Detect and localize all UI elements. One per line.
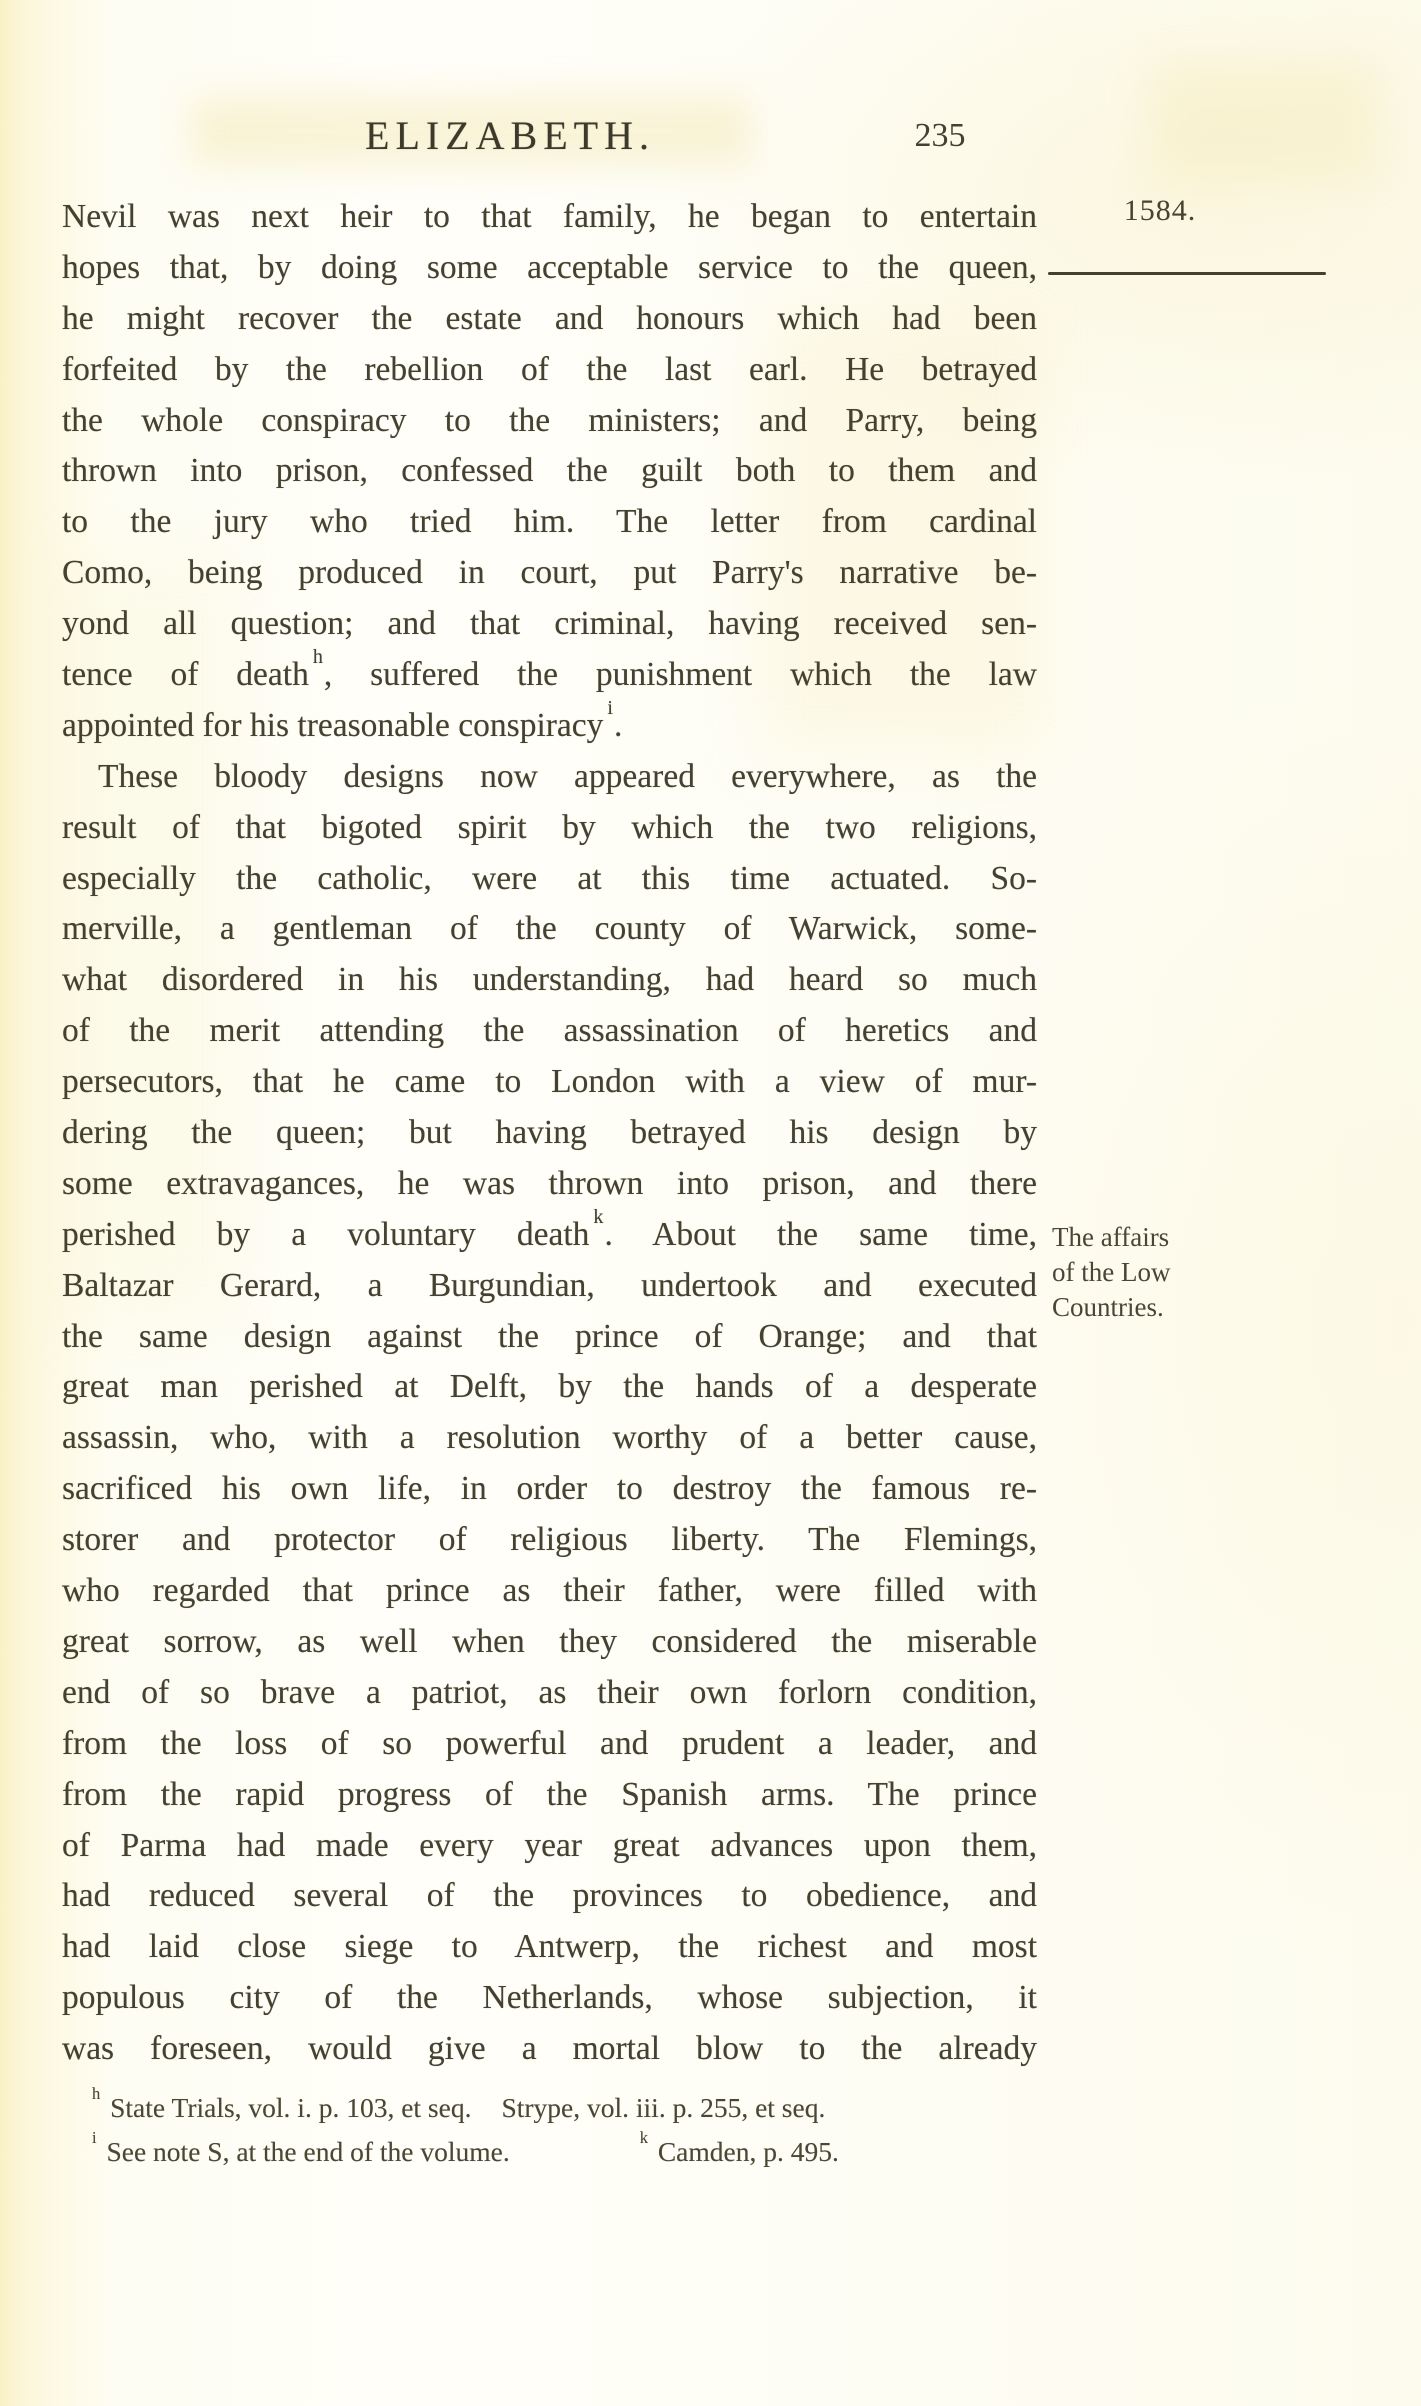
text-line: of Parma had made every year great advances upon them,	[62, 1826, 1037, 1864]
text-line: Baltazar Gerard, a Burgundian, undertook and executed	[62, 1266, 1037, 1304]
text-line: forfeited by the rebellion of the last earl. He betrayed	[62, 350, 1037, 388]
text-line: assassin, who, with a resolution worthy of a better cause,	[62, 1419, 1037, 1457]
text-line: Como, being produced in court, put Parry's narrative be-	[62, 554, 1037, 592]
text-line: from the rapid progress of the Spanish arms. The prince	[62, 1775, 1037, 1813]
text-line: had laid close siege to Antwerp, the richest and most	[62, 1928, 1037, 1966]
footnote-marker: i	[92, 2128, 97, 2148]
body-text	[62, 192, 1037, 2075]
bleed-through-stain	[1150, 60, 1380, 180]
text-line: to the jury who tried him. The letter from cardinal	[62, 503, 1037, 541]
paragraph	[62, 752, 1037, 2075]
text-line: great man perished at Delft, by the hands of a desperate	[62, 1368, 1037, 1406]
text-line: of the merit attending the assassination of heretics and	[62, 1012, 1037, 1050]
text-line: tence of death $^h$, suffered the punishment which the law	[62, 645, 1037, 694]
text-line: persecutors, that he came to London with a view of mur-	[62, 1063, 1037, 1101]
footnote-gap	[510, 2160, 640, 2161]
footnote-line: $^i$ See note S, at the end of the volume. $^k$ Camden, p. 495.	[92, 2128, 839, 2167]
page-number: 235	[914, 117, 966, 154]
text-line: appointed for his treasonable conspiracy $^i$.	[62, 696, 623, 744]
margin-note-line: Countries.	[1052, 1292, 1164, 1322]
text-line: he might recover the estate and honours which had been	[62, 299, 1037, 337]
footnotes	[92, 2086, 1072, 2174]
text-line: populous city of the Netherlands, whose subjection, it	[62, 1979, 1037, 2017]
footnote-line: $^h$ State Trials, vol. i. p. 103, et seq. Strype, vol. iii. p. 255, et seq.	[92, 2084, 826, 2123]
text-line: dering the queen; but having betrayed his design by	[62, 1114, 1037, 1152]
footnote-gap	[471, 2116, 501, 2117]
margin-year-note: 1584.	[1123, 194, 1197, 227]
text-line: perished by a voluntary death $^k$. About the same time,	[62, 1205, 1038, 1253]
text-line: thrown into prison, confessed the guilt both to them and	[62, 452, 1037, 490]
paragraph	[62, 192, 1037, 752]
footnote-marker: i	[607, 696, 613, 719]
footnote-marker: h	[312, 645, 323, 668]
text-line: was foreseen, would give a mortal blow to the already	[62, 2030, 1037, 2068]
text-line: These bloody designs now appeared everywhere, as the	[98, 757, 1037, 795]
footnote-marker: k	[593, 1205, 604, 1228]
running-header-title: ELIZABETH.	[365, 113, 655, 158]
text-line: end of so brave a patriot, as their own forlorn condition,	[62, 1673, 1037, 1711]
margin-note-low-countries	[1052, 1220, 1302, 1325]
margin-note-line: The affairs	[1052, 1222, 1170, 1252]
text-line: merville, a gentleman of the county of Warwick, some-	[62, 910, 1037, 948]
footnote-marker: k	[639, 2128, 648, 2148]
text-line: from the loss of so powerful and prudent a leader, and	[62, 1724, 1037, 1762]
text-line: had reduced several of the provinces to obedience, and	[62, 1877, 1037, 1915]
text-line: some extravagances, he was thrown into prison, and there	[62, 1164, 1037, 1202]
text-line: hopes that, by doing some acceptable service to the queen,	[62, 248, 1037, 286]
margin-rule	[1048, 272, 1326, 275]
text-line: the same design against the prince of Orange; and that	[62, 1317, 1037, 1355]
text-line: result of that bigoted spirit by which the two religions,	[62, 808, 1037, 846]
margin-note-line: of the Low	[1052, 1257, 1171, 1287]
text-line: sacrificed his own life, in order to destroy the famous re-	[62, 1470, 1037, 1508]
text-line: what disordered in his understanding, had heard so much	[62, 961, 1037, 999]
text-line: especially the catholic, were at this time actuated. So-	[62, 859, 1037, 897]
text-line: storer and protector of religious liberty. The Flemings,	[62, 1521, 1037, 1559]
text-line: who regarded that prince as their father, were filled with	[62, 1572, 1037, 1610]
text-line: the whole conspiracy to the ministers; and Parry, being	[62, 401, 1037, 439]
text-line: great sorrow, as well when they considered the miserable	[62, 1622, 1037, 1660]
footnote-marker: h	[92, 2084, 101, 2104]
text-line: yond all question; and that criminal, having received sen-	[62, 605, 1037, 643]
text-line: Nevil was next heir to that family, he began to entertain	[62, 198, 1037, 235]
